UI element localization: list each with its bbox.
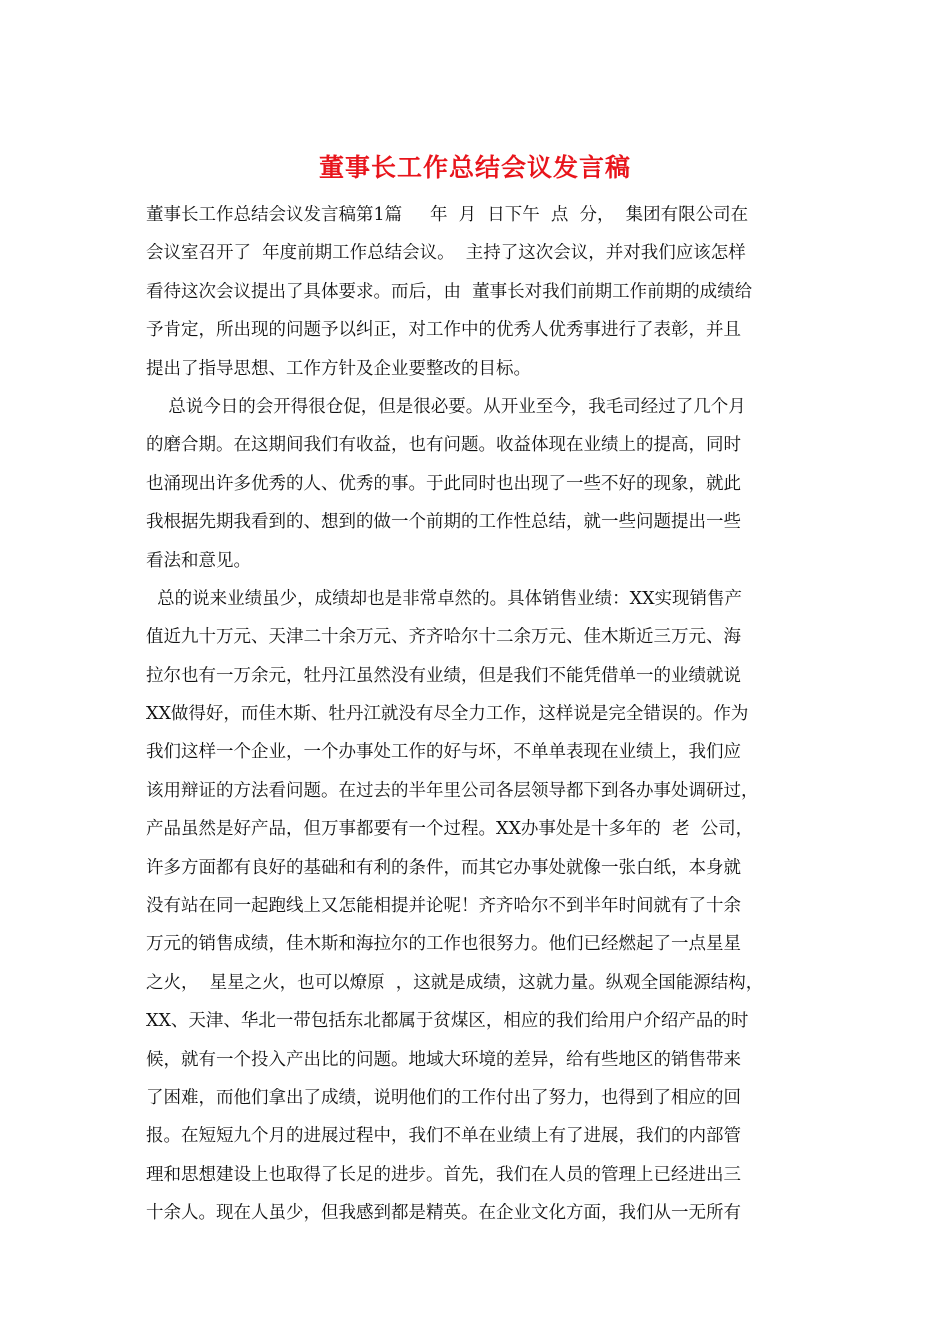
body-line: 十余人。现在人虽少，但我感到都是精英。在企业文化方面，我们从一无所有: [146, 1203, 741, 1224]
document-body: [146, 196, 806, 1233]
body-line: 我根据先期我看到的、想到的做一个前期的工作性总结，就一些问题提出一些: [146, 512, 741, 533]
body-line: 理和思想建设上也取得了长足的进步。首先，我们在人员的管理上已经进出三: [146, 1164, 741, 1185]
body-line: 值近九十万元、天津二十余万元、齐齐哈尔十二余万元、佳木斯近三万元、海: [146, 627, 741, 648]
body-line: 我们这样一个企业，一个办事处工作的好与坏，不单单表现在业绩上，我们应: [146, 742, 741, 763]
body-line: 看法和意见。: [146, 550, 251, 571]
body-line: 会议室召开了 年度前期工作总结会议。 主持了这次会议，并对我们应该怎样: [146, 243, 746, 264]
body-line: 总说今日的会开得很仓促，但是很必要。从开业至今，我毛司经过了几个月: [146, 396, 746, 417]
body-line: 之火， 星星之火，也可以燎原 ，这就是成绩，这就力量。纵观全国能源结构，: [146, 972, 764, 993]
body-line: 候，就有一个投入产出比的问题。地域大环境的差异，给有些地区的销售带来: [146, 1049, 741, 1070]
body-line: 报。在短短九个月的进展过程中，我们不单在业绩上有了进展，我们的内部管: [146, 1126, 741, 1147]
body-line: 的磨合期。在这期间我们有收益，也有问题。收益体现在业绩上的提高，同时: [146, 435, 741, 456]
body-line: 该用辩证的方法看问题。在过去的半年里公司各层领导都下到各办事处调研过，: [146, 780, 759, 801]
body-line: 看待这次会议提出了具体要求。而后，由 董事长对我们前期工作前期的成绩给: [146, 281, 753, 302]
body-line: 董事长工作总结会议发言稿第1篇 年 月 日下午 点 分， 集团有限公司在: [146, 205, 749, 225]
body-line: XX做得好，而佳木斯、牡丹江就没有尽全力工作，这样说是完全错误的。作为: [146, 704, 749, 725]
body-line: 没有站在同一起跑线上又怎能相提并论呢！齐齐哈尔不到半年时间就有了十余: [146, 896, 741, 917]
body-line: 许多方面都有良好的基础和有利的条件，而其它办事处就像一张白纸，本身就: [146, 857, 741, 878]
body-line: 万元的销售成绩，佳木斯和海拉尔的工作也很努力。他们已经燃起了一点星星: [146, 934, 741, 955]
body-line: 总的说来业绩虽少，成绩却也是非常卓然的。具体销售业绩：XX实现销售产: [146, 588, 743, 609]
body-line: XX、天津、华北一带包括东北都属于贫煤区，相应的我们给用户介绍产品的时: [146, 1011, 749, 1032]
body-line: 产品虽然是好产品，但万事都要有一个过程。XX办事处是十多年的 老 公司，: [146, 819, 754, 840]
document-title: 董事长工作总结会议发言稿: [318, 153, 631, 182]
body-line: 拉尔也有一万余元，牡丹江虽然没有业绩，但是我们不能凭借单一的业绩就说: [146, 665, 741, 686]
body-line: 了困难，而他们拿出了成绩，说明他们的工作付出了努力，也得到了相应的回: [146, 1087, 741, 1108]
body-line: 也涌现出许多优秀的人、优秀的事。于此同时也出现了一些不好的现象，就此: [146, 473, 741, 494]
body-line: 提出了指导思想、工作方针及企业要整改的目标。: [146, 358, 531, 379]
body-line: 予肯定，所出现的问题予以纠正，对工作中的优秀人优秀事进行了表彰，并且: [146, 320, 741, 341]
